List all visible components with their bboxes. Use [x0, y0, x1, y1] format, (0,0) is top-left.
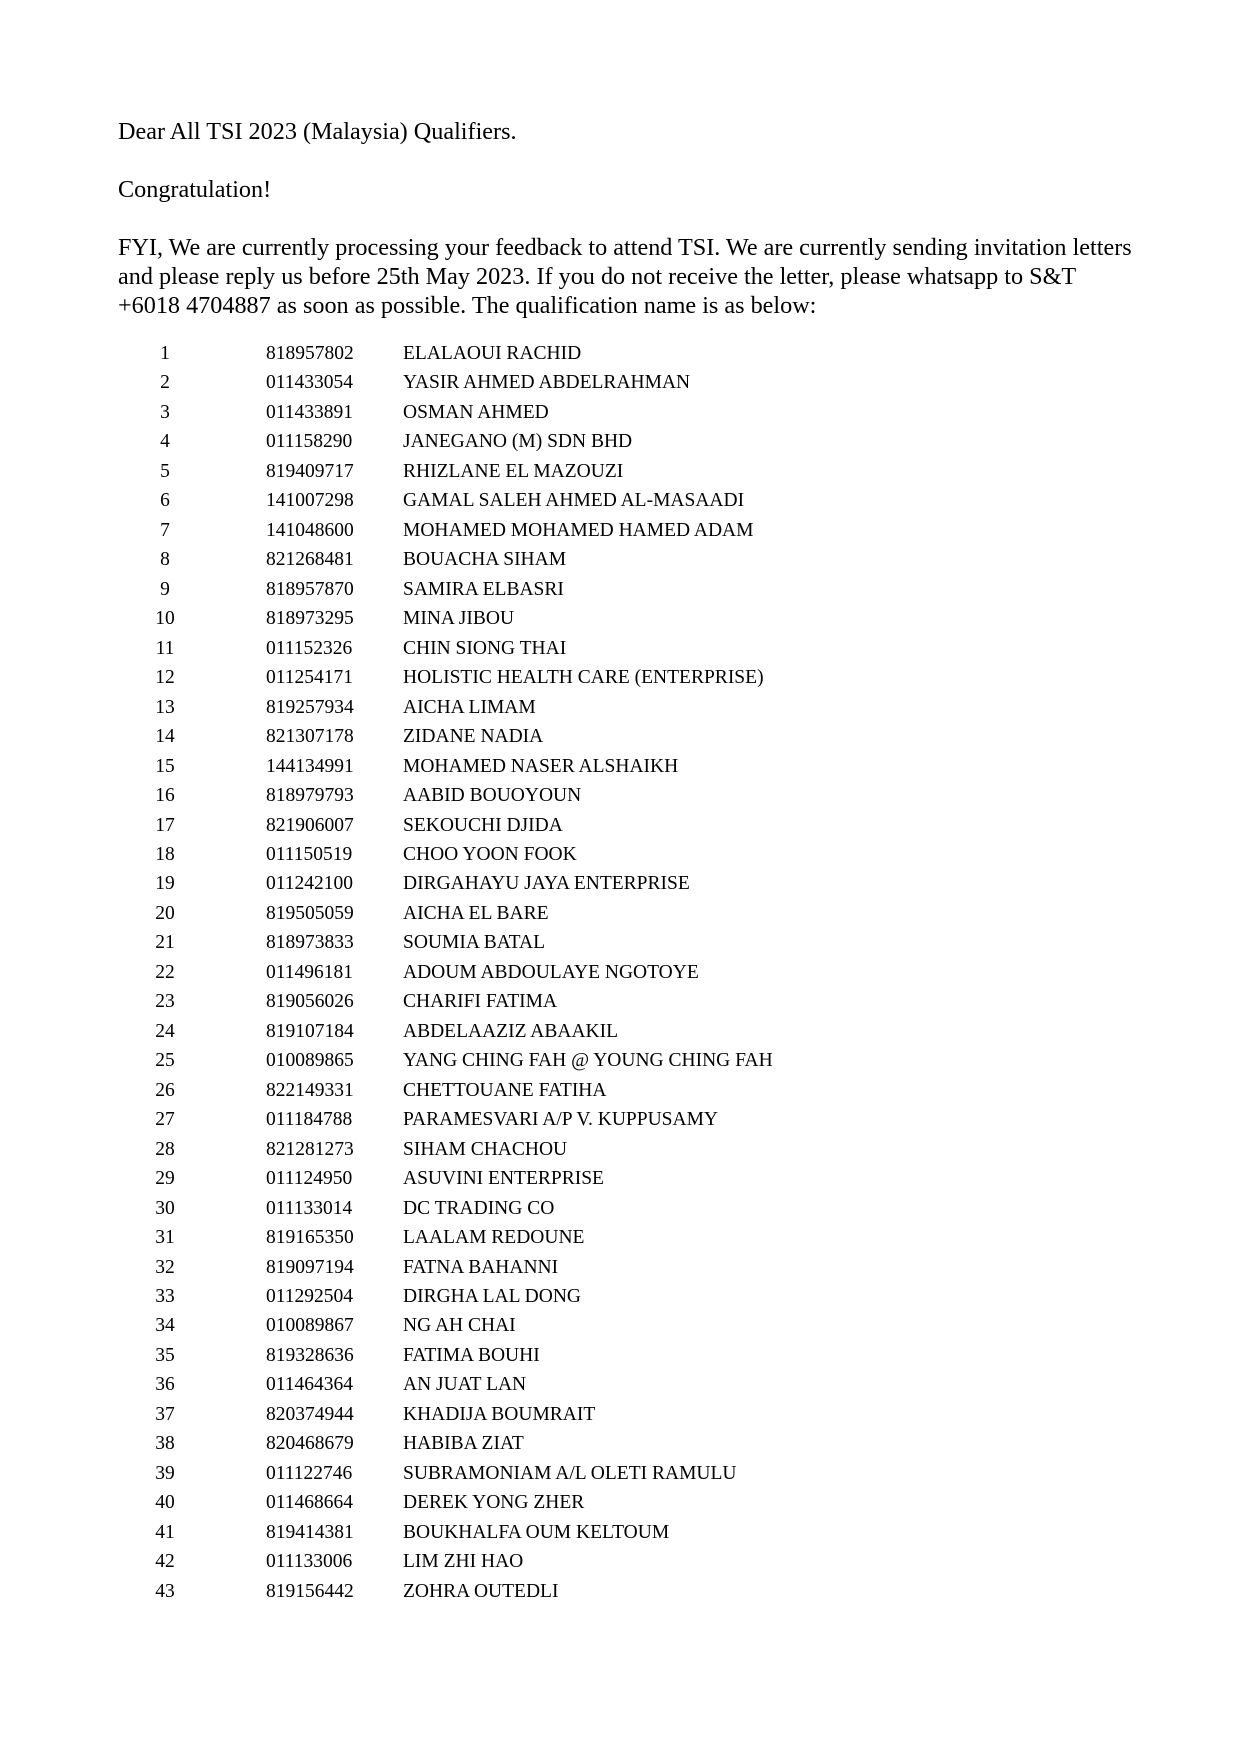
qualifier-name: OSMAN AHMED — [403, 401, 549, 423]
qualifier-id: 011122746 — [266, 1462, 353, 1484]
qualifier-name: HOLISTIC HEALTH CARE (ENTERPRISE) — [403, 667, 764, 689]
qualifier-number: 40 — [155, 1492, 175, 1514]
qualifier-name: SUBRAMONIAM A/L OLETI RAMULU — [403, 1462, 737, 1484]
qualifier-name: SIHAM CHACHOU — [403, 1138, 568, 1160]
qualifier-name: NG AH CHAI — [403, 1315, 516, 1337]
qualifier-number: 13 — [155, 696, 175, 718]
qualifier-number: 21 — [155, 932, 175, 954]
qualifier-name: FATNA BAHANNI — [403, 1256, 559, 1278]
qualifier-id: 819056026 — [266, 991, 354, 1013]
qualifier-number: 9 — [160, 578, 170, 600]
qualifier-id: 820374944 — [266, 1403, 354, 1425]
qualifier-number: 10 — [155, 608, 175, 630]
qualifier-name: ADOUM ABDOULAYE NGOTOYE — [403, 961, 699, 983]
list-item — [0, 1488, 1241, 1517]
qualifier-list — [0, 339, 1241, 1606]
qualifier-number: 36 — [155, 1374, 175, 1396]
qualifier-number: 37 — [155, 1403, 175, 1425]
qualifier-id: 011133006 — [266, 1551, 353, 1573]
qualifier-number: 25 — [155, 1050, 175, 1072]
qualifier-name: MOHAMED MOHAMED HAMED ADAM — [403, 519, 754, 541]
qualifier-id: 819097194 — [266, 1256, 354, 1278]
qualifier-number: 1 — [160, 343, 170, 364]
list-item — [0, 1164, 1241, 1193]
qualifier-number: 43 — [155, 1580, 175, 1602]
qualifier-name: ABDELAAZIZ ABAAKIL — [403, 1020, 619, 1042]
qualifier-name: CHARIFI FATIMA — [403, 991, 558, 1013]
qualifier-number: 22 — [155, 961, 175, 983]
list-item — [0, 1341, 1241, 1370]
qualifier-id: 821906007 — [266, 814, 354, 836]
qualifier-number: 6 — [160, 490, 170, 512]
qualifier-id: 819409717 — [266, 460, 354, 482]
body-paragraph: FYI, We are currently processing your feedback to attend TSI. We are currently sending invitation letters and please reply us before 25th May 2023. If you do not receive the letter, please whatsapp to S&T +6018 4704887 as soon as possible. The qualification name is as below: — [118, 234, 1132, 319]
list-item — [0, 869, 1241, 898]
qualifier-id: 819165350 — [266, 1227, 354, 1249]
list-item — [0, 634, 1241, 663]
qualifier-number: 14 — [155, 726, 175, 748]
list-item — [0, 1370, 1241, 1399]
list-item — [0, 1459, 1241, 1488]
qualifier-number: 42 — [155, 1551, 175, 1573]
qualifier-id: 011464364 — [266, 1374, 354, 1396]
list-item — [0, 516, 1241, 545]
qualifier-name: ZIDANE NADIA — [403, 726, 544, 748]
list-item — [0, 545, 1241, 574]
qualifier-name: CHIN SIONG THAI — [403, 637, 567, 659]
list-item — [0, 987, 1241, 1016]
qualifier-name: CHETTOUANE FATIHA — [403, 1079, 607, 1101]
qualifier-number: 18 — [155, 843, 175, 865]
list-item — [0, 693, 1241, 722]
qualifier-name: AICHA LIMAM — [403, 696, 536, 718]
qualifier-id: 818973833 — [266, 932, 354, 954]
qualifier-number: 30 — [155, 1197, 175, 1219]
qualifier-name: AICHA EL BARE — [403, 902, 549, 924]
list-item — [0, 781, 1241, 810]
list-item — [0, 663, 1241, 692]
qualifier-number: 24 — [155, 1020, 175, 1042]
qualifier-number: 31 — [155, 1227, 175, 1249]
qualifier-name: FATIMA BOUHI — [403, 1344, 540, 1366]
qualifier-number: 17 — [155, 814, 175, 836]
list-item — [0, 840, 1241, 869]
qualifier-id: 011496181 — [266, 961, 354, 983]
qualifier-name: JANEGANO (M) SDN BHD — [403, 431, 633, 453]
list-item — [0, 958, 1241, 987]
qualifier-name: RHIZLANE EL MAZOUZI — [403, 460, 624, 482]
qualifier-id: 010089865 — [266, 1050, 354, 1072]
qualifier-name: LAALAM REDOUNE — [403, 1227, 585, 1249]
qualifier-id: 011254171 — [266, 667, 354, 689]
qualifier-id: 818973295 — [266, 608, 354, 630]
qualifier-id: 011468664 — [266, 1492, 354, 1514]
qualifier-id: 821307178 — [266, 726, 354, 748]
qualifier-number: 19 — [155, 873, 175, 895]
qualifier-name: AN JUAT LAN — [403, 1374, 527, 1396]
qualifier-number: 32 — [155, 1256, 175, 1278]
qualifier-number: 8 — [160, 549, 170, 571]
greeting-line: Dear All TSI 2023 (Malaysia) Qualifiers. — [118, 118, 517, 145]
qualifier-number: 39 — [155, 1462, 175, 1484]
qualifier-number: 11 — [155, 637, 175, 659]
qualifier-id: 011433891 — [266, 401, 354, 423]
qualifier-name: PARAMESVARI A/P V. KUPPUSAMY — [403, 1109, 719, 1131]
qualifier-name: YANG CHING FAH @ YOUNG CHING FAH — [403, 1050, 773, 1072]
list-item — [0, 752, 1241, 781]
qualifier-name: HABIBA ZIAT — [403, 1433, 524, 1455]
list-item — [0, 928, 1241, 957]
qualifier-name: DIRGAHAYU JAYA ENTERPRISE — [403, 873, 690, 895]
qualifier-number: 16 — [155, 785, 175, 807]
list-item — [0, 1135, 1241, 1164]
qualifier-id: 141007298 — [266, 490, 354, 512]
list-item — [0, 1429, 1241, 1458]
list-item — [0, 1223, 1241, 1252]
list-item — [0, 1282, 1241, 1311]
qualifier-number: 20 — [155, 902, 175, 924]
qualifier-id: 819156442 — [266, 1580, 354, 1602]
qualifier-name: LIM ZHI HAO — [403, 1551, 524, 1573]
qualifier-number: 27 — [155, 1109, 175, 1131]
qualifier-id: 819505059 — [266, 902, 354, 924]
qualifier-id: 818957870 — [266, 578, 354, 600]
qualifier-number: 33 — [155, 1286, 175, 1307]
qualifier-number: 3 — [160, 401, 170, 423]
list-item — [0, 339, 1241, 368]
qualifier-id: 818979793 — [266, 785, 354, 807]
qualifier-id: 141048600 — [266, 519, 354, 541]
qualifier-id: 011433054 — [266, 372, 354, 394]
list-item — [0, 1105, 1241, 1134]
qualifier-name: MOHAMED NASER ALSHAIKH — [403, 755, 679, 777]
qualifier-name: AABID BOUOYOUN — [403, 785, 582, 807]
qualifier-name: ZOHRA OUTEDLI — [403, 1580, 559, 1602]
qualifier-id: 011152326 — [266, 637, 353, 659]
list-item — [0, 1194, 1241, 1223]
list-item — [0, 899, 1241, 928]
qualifier-name: DIRGHA LAL DONG — [403, 1286, 582, 1307]
qualifier-id: 819257934 — [266, 696, 354, 718]
qualifier-number: 5 — [160, 460, 170, 482]
list-item — [0, 722, 1241, 751]
list-item — [0, 811, 1241, 840]
qualifier-number: 35 — [155, 1344, 175, 1366]
qualifier-id: 822149331 — [266, 1079, 354, 1101]
list-item — [0, 1311, 1241, 1340]
list-item — [0, 575, 1241, 604]
qualifier-number: 38 — [155, 1433, 175, 1455]
qualifier-name: GAMAL SALEH AHMED AL-MASAADI — [403, 490, 745, 512]
qualifier-id: 819414381 — [266, 1521, 354, 1543]
qualifier-number: 15 — [155, 755, 175, 777]
list-item — [0, 486, 1241, 515]
qualifier-number: 23 — [155, 991, 175, 1013]
qualifier-id: 011184788 — [266, 1109, 353, 1131]
qualifier-id: 011158290 — [266, 431, 353, 453]
list-item — [0, 1518, 1241, 1547]
qualifier-name: BOUKHALFA OUM KELTOUM — [403, 1521, 670, 1543]
list-item — [0, 1046, 1241, 1075]
qualifier-id: 819328636 — [266, 1344, 354, 1366]
qualifier-name: SEKOUCHI DJIDA — [403, 814, 563, 836]
qualifier-id: 011150519 — [266, 843, 353, 865]
list-item — [0, 398, 1241, 427]
list-item — [0, 1253, 1241, 1282]
qualifier-number: 29 — [155, 1168, 175, 1190]
qualifier-number: 26 — [155, 1079, 175, 1101]
list-item — [0, 427, 1241, 456]
qualifier-id: 011242100 — [266, 873, 354, 895]
qualifier-name: ELALAOUI RACHID — [403, 343, 582, 364]
qualifier-name: SOUMIA BATAL — [403, 932, 545, 954]
qualifier-name: CHOO YOON FOOK — [403, 843, 577, 865]
list-item — [0, 1017, 1241, 1046]
qualifier-name: MINA JIBOU — [403, 608, 515, 630]
qualifier-id: 011133014 — [266, 1197, 353, 1219]
congratulation-line: Congratulation! — [118, 176, 272, 203]
qualifier-id: 819107184 — [266, 1020, 354, 1042]
qualifier-name: ASUVINI ENTERPRISE — [403, 1168, 604, 1190]
qualifier-id: 144134991 — [266, 755, 354, 777]
qualifier-name: BOUACHA SIHAM — [403, 549, 567, 571]
qualifier-name: SAMIRA ELBASRI — [403, 578, 564, 600]
qualifier-id: 010089867 — [266, 1315, 354, 1337]
list-item — [0, 1400, 1241, 1429]
qualifier-name: KHADIJA BOUMRAIT — [403, 1403, 596, 1425]
qualifier-number: 7 — [160, 519, 170, 541]
qualifier-id: 821268481 — [266, 549, 354, 571]
qualifier-number: 2 — [160, 372, 170, 394]
qualifier-name: DEREK YONG ZHER — [403, 1492, 585, 1514]
qualifier-name: YASIR AHMED ABDELRAHMAN — [403, 372, 691, 394]
list-item — [0, 1076, 1241, 1105]
list-item — [0, 1547, 1241, 1576]
qualifier-number: 28 — [155, 1138, 175, 1160]
qualifier-id: 011124950 — [266, 1168, 353, 1190]
list-item — [0, 368, 1241, 397]
qualifier-number: 4 — [160, 431, 170, 453]
qualifier-number: 12 — [155, 667, 175, 689]
qualifier-id: 011292504 — [266, 1286, 354, 1307]
list-item — [0, 604, 1241, 633]
qualifier-id: 821281273 — [266, 1138, 354, 1160]
qualifier-id: 818957802 — [266, 343, 354, 364]
qualifier-id: 820468679 — [266, 1433, 354, 1455]
qualifier-number: 41 — [155, 1521, 175, 1543]
qualifier-number: 34 — [155, 1315, 175, 1337]
list-item — [0, 457, 1241, 486]
qualifier-name: DC TRADING CO — [403, 1197, 555, 1219]
list-item — [0, 1577, 1241, 1606]
